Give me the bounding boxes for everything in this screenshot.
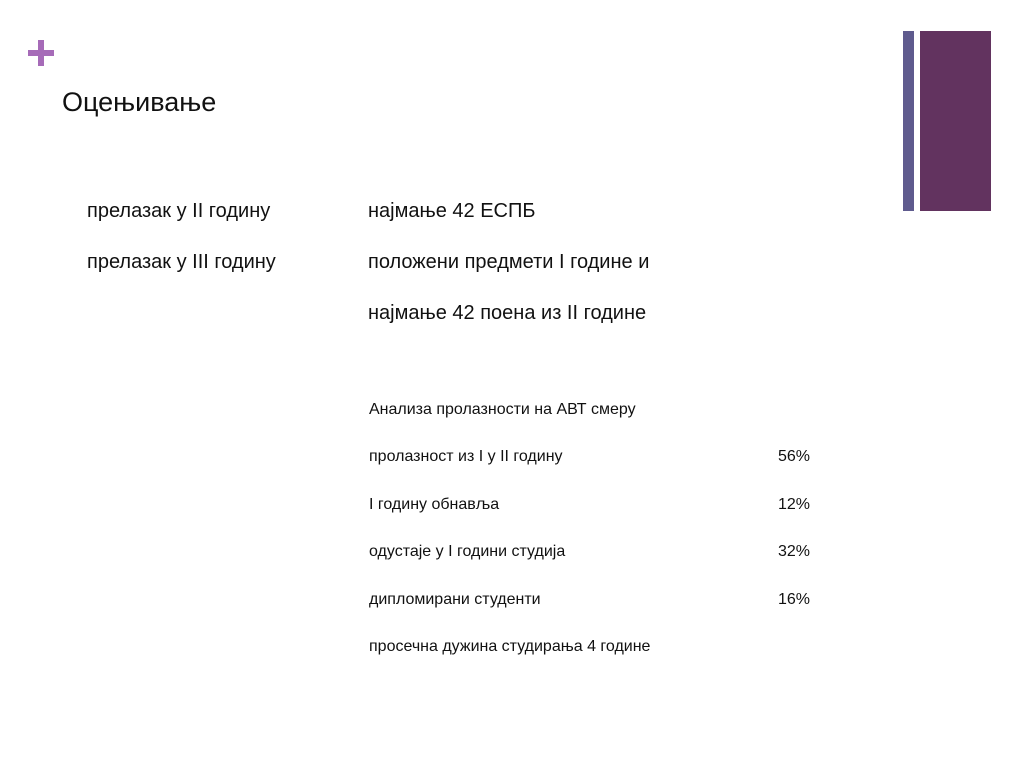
analysis-row-label-graduates: дипломирани студенти: [369, 591, 541, 608]
analysis-row-value-pass-rate: 56%: [778, 448, 811, 465]
slide-title: Оцењивање: [62, 87, 217, 117]
analysis-row-label-pass-rate: пролазност из I у II годину: [369, 448, 563, 465]
analysis-row-value-graduates: 16%: [778, 591, 811, 608]
analysis-row-label-average-duration: просечна дужина студирања 4 године: [369, 638, 651, 655]
requirement-label-year-2: прелазак у II годину: [87, 200, 271, 222]
decorative-thin-bar: [903, 31, 914, 211]
decorative-thick-bar: [920, 31, 991, 211]
requirement-value-year-2: најмање 42 ЕСПБ: [368, 200, 536, 222]
requirement-value-year-3-continued: најмање 42 поена из II године: [368, 302, 647, 324]
analysis-row-label-repeat: I годину обнавља: [369, 496, 500, 513]
plus-icon: [28, 40, 54, 66]
requirement-label-year-3: прелазак у III годину: [87, 251, 276, 273]
plus-icon-vertical-bar: [38, 40, 44, 66]
requirement-value-year-3: положени предмети I године и: [368, 251, 650, 273]
analysis-row-value-repeat: 12%: [778, 496, 811, 513]
analysis-heading: Анализа пролазности на АВТ смеру: [369, 401, 636, 418]
analysis-row-value-dropout: 32%: [778, 543, 811, 560]
analysis-row-label-dropout: одустаје у I години студија: [369, 543, 566, 560]
